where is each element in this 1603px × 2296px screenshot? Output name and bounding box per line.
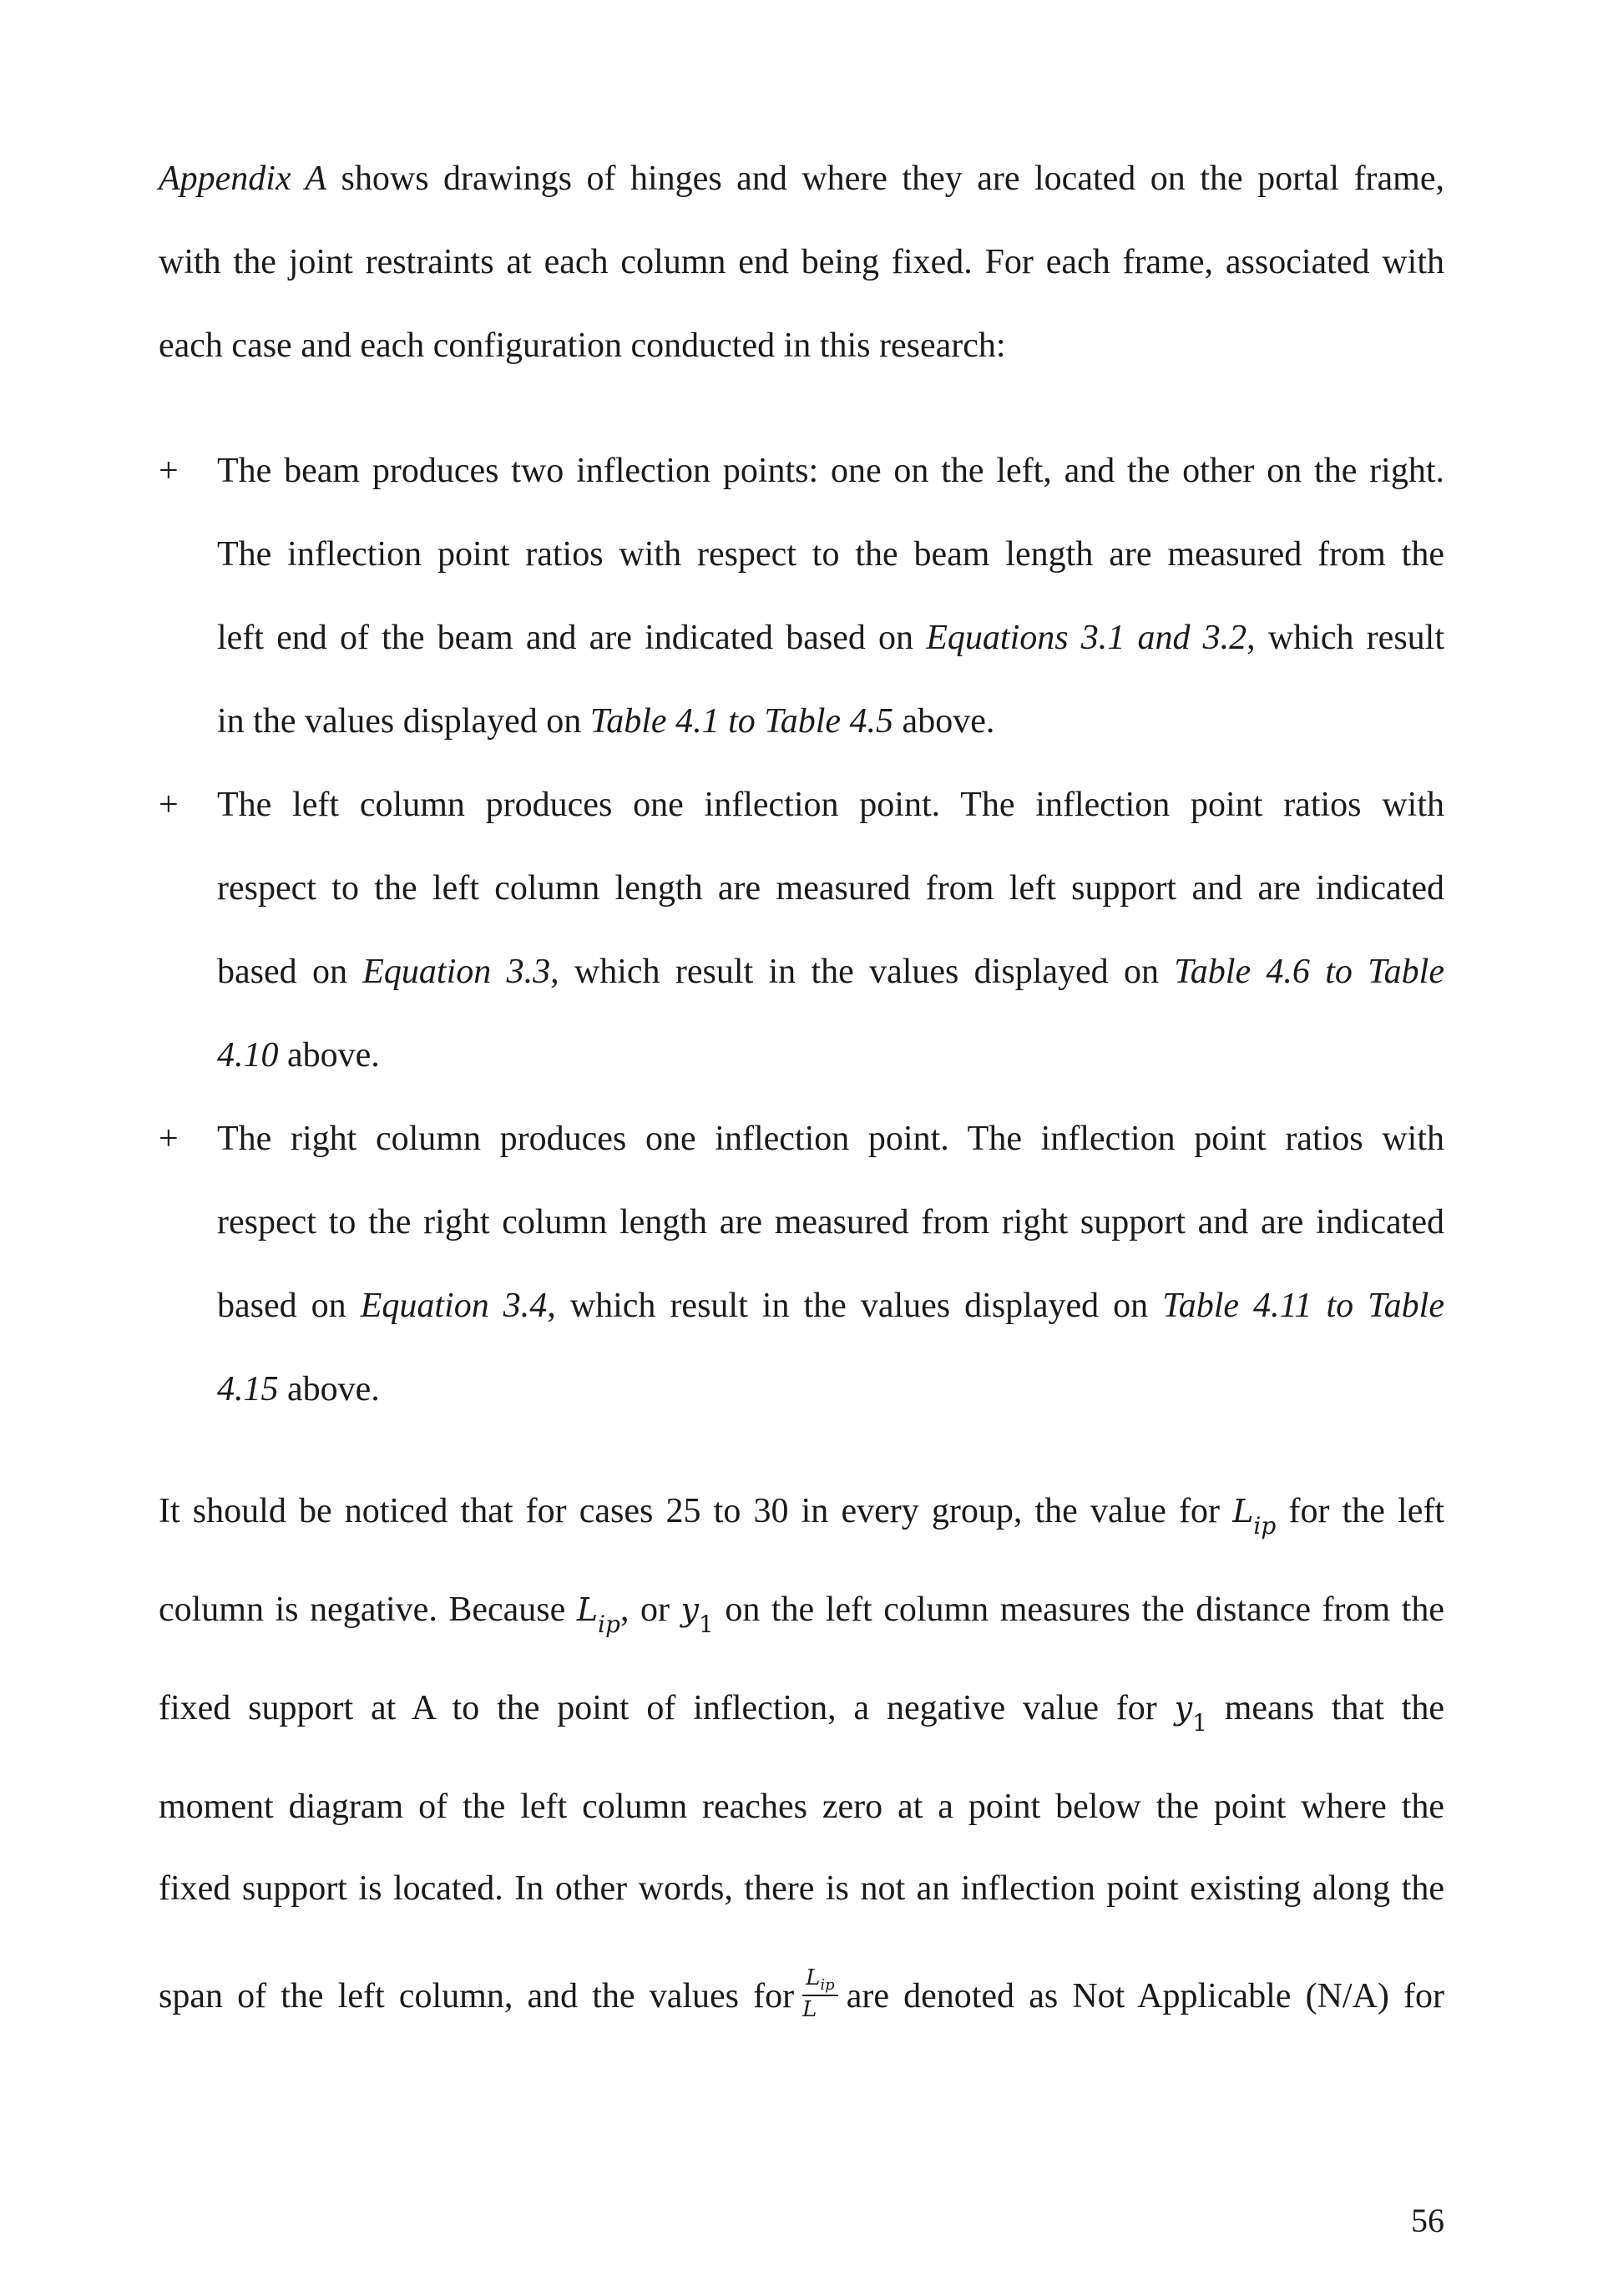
paragraph2-line4: moment diagram of the left column reaches zero at a point below the point where the bbox=[159, 1788, 1444, 1826]
paragraph2-line6 bbox=[159, 1965, 1445, 2028]
math-subscript-ip: ip bbox=[1253, 1512, 1277, 1540]
paragraph2-line2-text-c: on the left column measures the distance from the bbox=[713, 1591, 1444, 1629]
bullet2-line2: respect to the left column length are measured from left support and are indicated bbox=[217, 869, 1444, 908]
paragraph2-line3-text-a: fixed support at A to the point of inflection, a negative value for bbox=[159, 1689, 1175, 1727]
bullet2-line1: The left column produces one inflection point. The inflection point ratios with bbox=[217, 786, 1444, 824]
math-symbol-L: L bbox=[576, 1591, 599, 1628]
bullet3-line3-text-a: based on bbox=[217, 1287, 361, 1325]
bullet1-line3-text-c: , which result bbox=[1246, 619, 1445, 657]
paragraph1-line2: with the joint restraints at each column end being fixed. For each frame, associated with bbox=[159, 243, 1444, 281]
math-subscript-1: 1 bbox=[1192, 1709, 1207, 1737]
equation-reference-3-4: Equation 3.4 bbox=[360, 1287, 548, 1325]
math-subscript-ip: ip bbox=[598, 1611, 620, 1638]
paragraph2-line2-text-b: , or bbox=[619, 1591, 681, 1629]
math-symbol-L: L bbox=[1232, 1493, 1254, 1530]
bullet1-line4-text-c: above. bbox=[893, 702, 995, 741]
paragraph2-line3-text-b: means that the bbox=[1206, 1689, 1444, 1727]
math-symbol-y: y bbox=[1174, 1690, 1193, 1727]
fraction-numerator-L: L bbox=[806, 1965, 821, 1990]
bullet2-line3-text-a: based on bbox=[217, 953, 363, 991]
paragraph2-line6-text-b: are denoted as Not Applicable (N/A) for bbox=[846, 1977, 1445, 2016]
bullet-marker-2: + bbox=[159, 786, 179, 824]
math-symbol-y: y bbox=[680, 1591, 699, 1628]
fraction-denominator: L bbox=[802, 1997, 817, 2022]
bullet2-line3-text-c: , which result in the values displayed on bbox=[550, 953, 1175, 991]
bullet2-line4-text-b: above. bbox=[278, 1036, 380, 1075]
paragraph1-line3: each case and each configuration conducted in this research: bbox=[159, 326, 1006, 365]
bullet2-line3 bbox=[217, 950, 1444, 994]
paragraph1-line1 bbox=[159, 157, 1444, 200]
paragraph2-line6-text-a: span of the left column, and the values for bbox=[159, 1977, 795, 2016]
table-reference-4-6: Table 4.6 to Table bbox=[1174, 953, 1444, 991]
paragraph1-line1-text: shows drawings of hinges and where they are located on the portal frame, bbox=[326, 159, 1444, 198]
bullet3-line3 bbox=[217, 1284, 1444, 1328]
paragraph2-line5: fixed support is located. In other words, there is not an inflection point existing along the bbox=[159, 1869, 1444, 1908]
bullet1-line3-text-a: left end of the beam and are indicated based on bbox=[217, 619, 927, 657]
table-reference-4-1-4-5: Table 4.1 to Table 4.5 bbox=[589, 702, 894, 741]
bullet-marker-3: + bbox=[159, 1120, 179, 1158]
math-y-1-2 bbox=[1174, 1690, 1207, 1737]
math-fraction-Lip-over-L bbox=[802, 1965, 838, 2023]
appendix-reference: Appendix A bbox=[159, 159, 327, 198]
table-reference-4-10: 4.10 bbox=[217, 1036, 279, 1075]
bullet1-line2: The inflection point ratios with respect to the beam length are measured from the bbox=[217, 535, 1444, 574]
bullet3-line2: respect to the right column length are measured from right support and are indicated bbox=[217, 1203, 1444, 1242]
fraction-numerator-subscript: ip bbox=[820, 1976, 835, 1994]
paragraph2-line2-text-a: column is negative. Because bbox=[159, 1591, 577, 1629]
math-subscript-1: 1 bbox=[698, 1611, 714, 1638]
bullet1-line3 bbox=[217, 616, 1444, 660]
paragraph2-line1-text-b: for the left bbox=[1276, 1492, 1445, 1530]
bullet1-line1: The beam produces two inflection points: one on the left, and the other on the right. bbox=[217, 452, 1444, 490]
table-reference-4-11: Table 4.11 to Table bbox=[1162, 1287, 1444, 1325]
equation-reference-3-1-3-2: Equations 3.1 and 3.2 bbox=[926, 619, 1247, 657]
paragraph2-line3 bbox=[159, 1687, 1444, 1737]
page-number: 56 bbox=[1411, 2202, 1444, 2239]
math-y-1 bbox=[680, 1591, 714, 1638]
math-L-ip-2 bbox=[576, 1591, 620, 1638]
fraction-numerator bbox=[802, 1965, 838, 1996]
math-L-ip bbox=[1232, 1493, 1277, 1540]
bullet1-line4-text-a: in the values displayed on bbox=[217, 702, 590, 741]
bullet2-line4 bbox=[217, 1034, 1444, 1077]
bullet-marker-1: + bbox=[159, 452, 179, 490]
bullet3-line4-text-b: above. bbox=[278, 1370, 380, 1408]
table-reference-4-15: 4.15 bbox=[217, 1370, 279, 1408]
bullet1-line4 bbox=[217, 700, 1444, 743]
bullet3-line1: The right column produces one inflection point. The inflection point ratios with bbox=[217, 1120, 1444, 1158]
paragraph2-line1-text-a: It should be noticed that for cases 25 to 30 in every group, the value for bbox=[159, 1492, 1233, 1530]
bullet3-line4 bbox=[217, 1368, 1444, 1411]
paragraph2-line2 bbox=[159, 1588, 1444, 1638]
bullet3-line3-text-c: , which result in the values displayed on bbox=[547, 1287, 1163, 1325]
equation-reference-3-3: Equation 3.3 bbox=[362, 953, 551, 991]
paragraph2-line1 bbox=[159, 1489, 1445, 1540]
